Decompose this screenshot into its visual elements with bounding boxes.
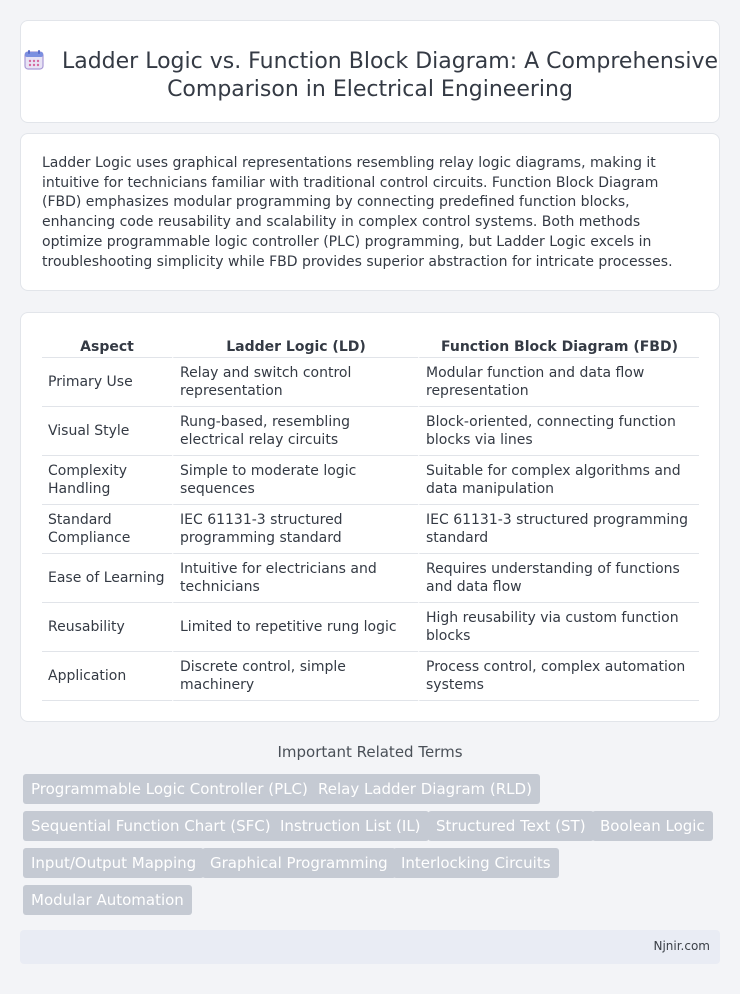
ladder-logic-cell: Limited to repetitive rung logic xyxy=(172,603,418,652)
calendar-icon xyxy=(22,48,46,72)
ladder-logic-cell: Rung-based, resembling electrical relay circuits xyxy=(172,407,418,456)
fbd-cell: Requires understanding of functions and data flow xyxy=(418,554,699,603)
summary-text: Ladder Logic uses graphical representations resembling relay logic diagrams, making it intuitive for technicians familiar with traditional control circuits. Function Block Diagram (FBD) emphasizes modular programming by connecting predefined function blocks, enhancing code reusability and scalability in complex control systems. Both methods optimize programmable logic controller (PLC) programming, but Ladder Logic excels in troubleshooting simplicity while FBD provides superior abstraction for intricate processes. xyxy=(42,155,673,270)
aspect-cell: Primary Use xyxy=(42,358,172,407)
fbd-cell: Block-oriented, connecting function blocks via lines xyxy=(418,407,699,456)
table-header-row xyxy=(42,335,699,358)
related-term-tag[interactable]: Programmable Logic Controller (PLC) xyxy=(23,774,316,804)
title-card xyxy=(20,20,720,123)
footer xyxy=(20,930,720,964)
related-term-tag[interactable]: Graphical Programming xyxy=(202,848,396,878)
table-row xyxy=(42,456,699,505)
summary-card xyxy=(20,133,720,291)
related-term-tag[interactable]: Interlocking Circuits xyxy=(393,848,559,878)
fbd-cell: IEC 61131-3 structured programming standard xyxy=(418,505,699,554)
aspect-cell: Standard Compliance xyxy=(42,505,172,554)
ladder-logic-cell: Simple to moderate logic sequences xyxy=(172,456,418,505)
footer-brand[interactable]: Njnir.com xyxy=(653,939,710,953)
page-title xyxy=(21,48,719,104)
fbd-cell: Modular function and data flow representation xyxy=(418,358,699,407)
column-header: Ladder Logic (LD) xyxy=(172,335,418,358)
related-terms-heading: Important Related Terms xyxy=(277,743,463,761)
fbd-cell: Process control, complex automation systems xyxy=(418,652,699,701)
aspect-cell: Application xyxy=(42,652,172,701)
ladder-logic-cell: Intuitive for electricians and technicians xyxy=(172,554,418,603)
related-term-tag[interactable]: Structured Text (ST) xyxy=(428,811,594,841)
ladder-logic-cell: IEC 61131-3 structured programming standard xyxy=(172,505,418,554)
aspect-cell: Visual Style xyxy=(42,407,172,456)
ladder-logic-cell: Relay and switch control representation xyxy=(172,358,418,407)
aspect-cell: Reusability xyxy=(42,603,172,652)
column-header: Function Block Diagram (FBD) xyxy=(418,335,699,358)
aspect-cell: Ease of Learning xyxy=(42,554,172,603)
aspect-cell: Complexity Handling xyxy=(42,456,172,505)
related-term-tag[interactable]: Instruction List (IL) xyxy=(272,811,429,841)
related-term-tag[interactable]: Input/Output Mapping xyxy=(23,848,204,878)
related-term-tag[interactable]: Modular Automation xyxy=(23,885,192,915)
fbd-cell: Suitable for complex algorithms and data manipulation xyxy=(418,456,699,505)
column-header: Aspect xyxy=(42,335,172,358)
table-row xyxy=(42,407,699,456)
page-title-text: Ladder Logic vs. Function Block Diagram: A Comprehensive Comparison in Electrical Engineering xyxy=(61,49,719,102)
related-term-tag[interactable]: Sequential Function Chart (SFC) xyxy=(23,811,279,841)
fbd-cell: High reusability via custom function blocks xyxy=(418,603,699,652)
related-term-tag[interactable]: Boolean Logic xyxy=(592,811,713,841)
table-row xyxy=(42,358,699,407)
table-row xyxy=(42,554,699,603)
related-term-tag[interactable]: Relay Ladder Diagram (RLD) xyxy=(310,774,540,804)
table-row xyxy=(42,603,699,652)
table-row xyxy=(42,505,699,554)
comparison-table-card xyxy=(20,312,720,722)
ladder-logic-cell: Discrete control, simple machinery xyxy=(172,652,418,701)
comparison-table xyxy=(42,335,699,701)
table-row xyxy=(42,652,699,701)
